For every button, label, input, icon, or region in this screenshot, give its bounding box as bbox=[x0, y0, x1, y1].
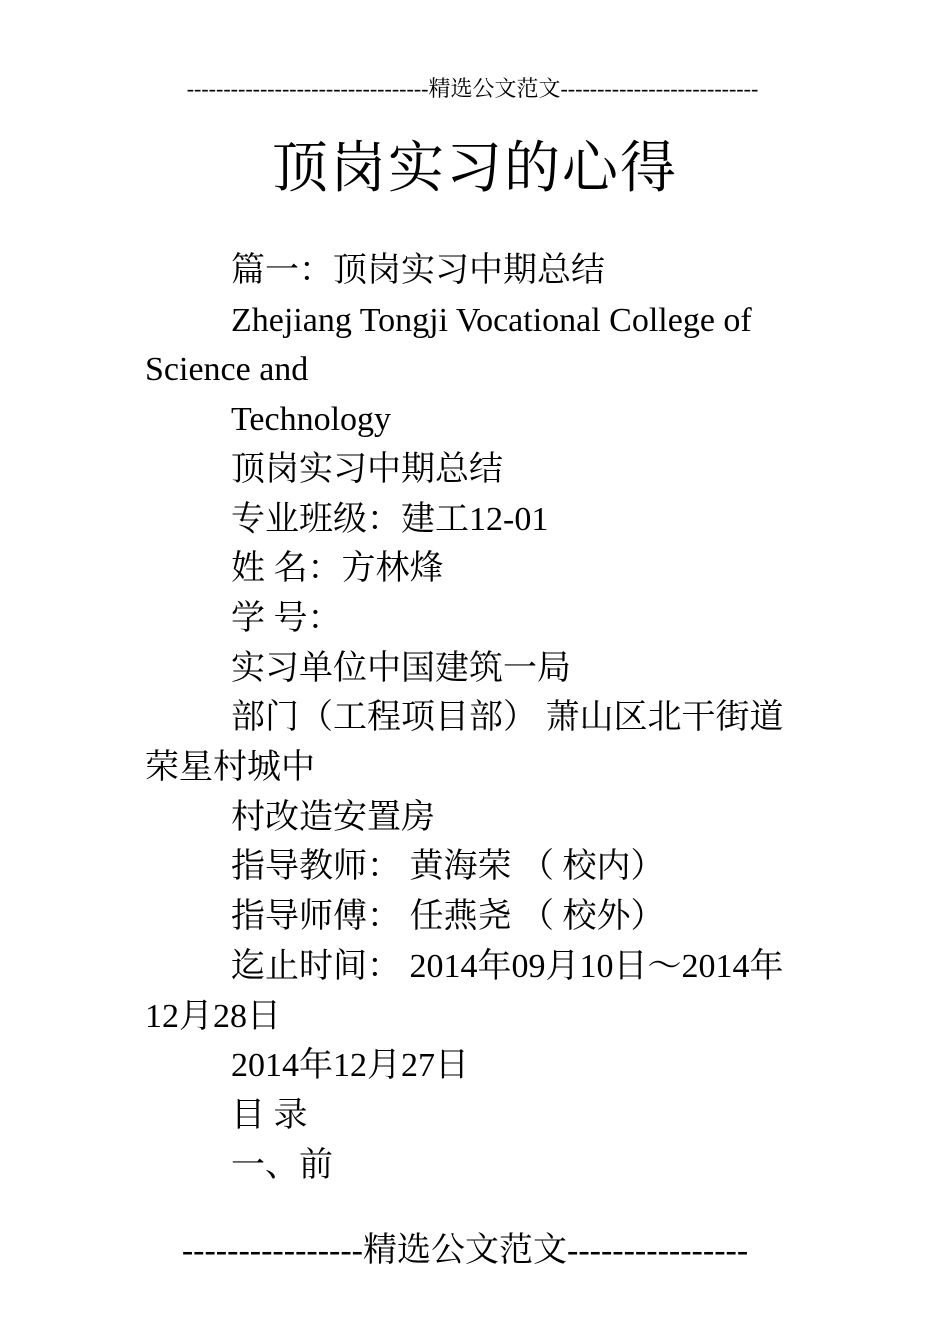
name-line: 姓 名：方林烽 bbox=[231, 550, 444, 588]
department-line: 部门（工程项目部） 萧山区北干街道荣星村城中 bbox=[145, 699, 784, 787]
document-body bbox=[145, 246, 795, 1190]
mentor-line: 指导师傅： 任燕尧 （ 校外） bbox=[231, 898, 665, 936]
document-title: 顶岗实习的心得 bbox=[272, 138, 678, 200]
college-name-en: Zhejiang Tongji Vocational College of Science and bbox=[145, 301, 752, 389]
student-id-line: 学 号： bbox=[231, 599, 342, 637]
period-line: 迄止时间： 2014年09月10日～2014年12月28日 bbox=[145, 947, 784, 1035]
internship-unit-line: 实习单位中国建筑一局 bbox=[231, 649, 571, 687]
toc-item-1: 一、前 bbox=[231, 1146, 333, 1184]
teacher-line: 指导教师： 黄海荣 （ 校内） bbox=[231, 848, 665, 886]
department-line-cont: 村改造安置房 bbox=[231, 798, 435, 836]
section-heading: 篇一：顶岗实习中期总结 bbox=[231, 252, 605, 289]
page-header: ---------------------------------精选公文范文--------------------------- bbox=[186, 76, 759, 101]
college-name-en-cont: Technology bbox=[231, 401, 392, 439]
class-line: 专业班级：建工12-01 bbox=[231, 500, 549, 538]
page-footer: ----------------精选公文范文---------------- bbox=[181, 1232, 749, 1269]
report-title: 顶岗实习中期总结 bbox=[231, 450, 503, 488]
date-line: 2014年12月27日 bbox=[231, 1047, 469, 1085]
toc-heading: 目 录 bbox=[231, 1096, 308, 1134]
